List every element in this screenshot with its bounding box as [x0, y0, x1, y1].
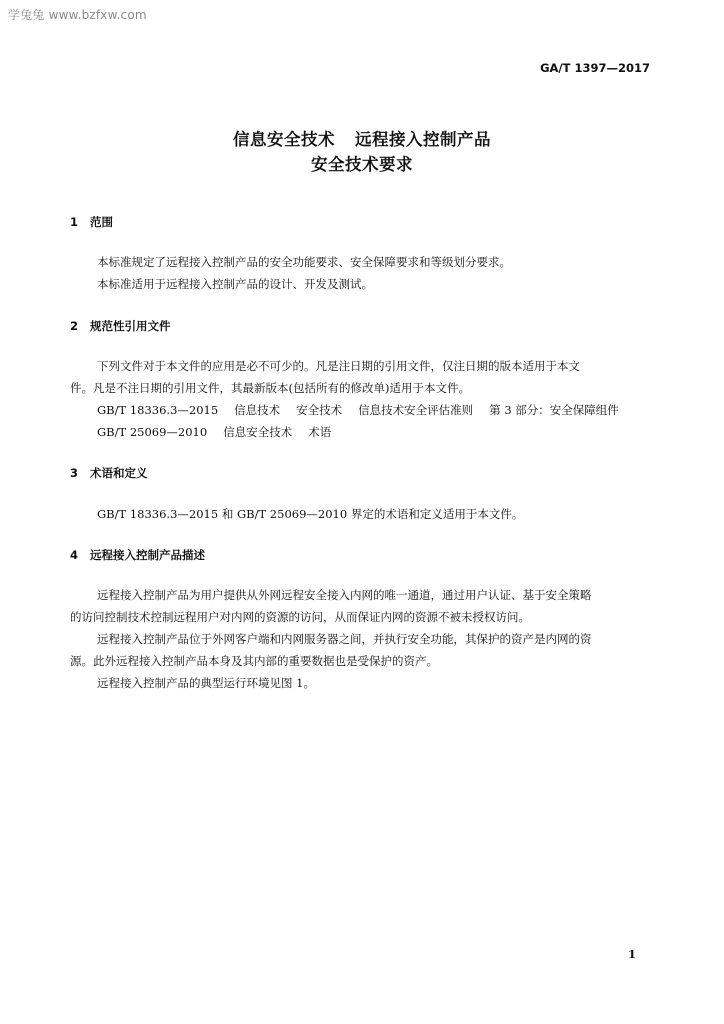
section-title: 范围 — [90, 215, 113, 229]
document-number: GA/T 1397—2017 — [540, 61, 650, 75]
section-number: 4 — [70, 548, 79, 562]
document-title-line2: 安全技术要求 — [311, 155, 413, 174]
paragraph-line: 的访问控制技术控制远程用户对内网的资源的访问，从而保证内网的资源不被未授权访问。 — [70, 610, 530, 624]
title-part-b: 远程接入控制产品 — [355, 130, 491, 149]
paragraph: 本标准规定了远程接入控制产品的安全功能要求、安全保障要求和等级划分要求。 — [97, 255, 511, 269]
reference-title-part: 信息技术 — [234, 403, 281, 417]
paragraph: GB/T 18336.3—2015 和 GB/T 25069—2010 界定的术语和定义适用于本文件。 — [97, 507, 524, 521]
paragraph-line: 下列文件对于本文件的应用是必不可少的。凡是注日期的引用文件，仅注日期的版本适用于本文 — [97, 359, 580, 373]
page-number: 1 — [628, 947, 637, 961]
section-title: 远程接入控制产品描述 — [90, 548, 205, 562]
reference-title-part: 信息技术安全评估准则 — [358, 403, 474, 417]
section-title: 规范性引用文件 — [90, 319, 171, 333]
document-title-line1 — [0, 126, 724, 150]
section-heading-4 — [70, 547, 205, 563]
section-title: 术语和定义 — [90, 466, 148, 480]
paragraph-line: 件。凡是不注日期的引用文件，其最新版本(包括所有的修改单)适用于本文件。 — [70, 381, 470, 395]
reference-title-part: 第 3 部分：安全保障组件 — [489, 403, 619, 417]
reference-code: GB/T 18336.3—2015 — [97, 403, 219, 417]
section-number: 1 — [70, 215, 79, 229]
paragraph: 本标准适用于远程接入控制产品的设计、开发及测试。 — [97, 277, 373, 291]
reference-title-part: 安全技术 — [296, 403, 343, 417]
reference-code: GB/T 25069—2010 — [97, 425, 208, 439]
section-number: 3 — [70, 466, 79, 480]
paragraph-line: 远程接入控制产品为用户提供从外网远程安全接入内网的唯一通道，通过用户认证、基于安全策略 — [97, 588, 592, 602]
section-number: 2 — [70, 319, 79, 333]
paragraph-line: 远程接入控制产品位于外网客户端和内网服务器之间，并执行安全功能，其保护的资产是内网的资 — [97, 632, 592, 646]
reference-title-part: 术语 — [308, 425, 332, 439]
reference-item-2 — [97, 424, 331, 440]
section-heading-1 — [70, 214, 113, 230]
section-heading-3 — [70, 465, 148, 481]
paragraph-line: 远程接入控制产品的典型运行环境见图 1。 — [97, 676, 315, 690]
watermark-text: 学兔兔 www.bzfxw.com — [8, 8, 147, 22]
reference-item-1 — [97, 402, 619, 418]
section-heading-2 — [70, 318, 171, 334]
paragraph-line: 源。此外远程接入控制产品本身及其内部的重要数据也是受保护的资产。 — [70, 654, 438, 668]
reference-title-part: 信息安全技术 — [223, 425, 293, 439]
title-part-a: 信息安全技术 — [233, 130, 335, 149]
